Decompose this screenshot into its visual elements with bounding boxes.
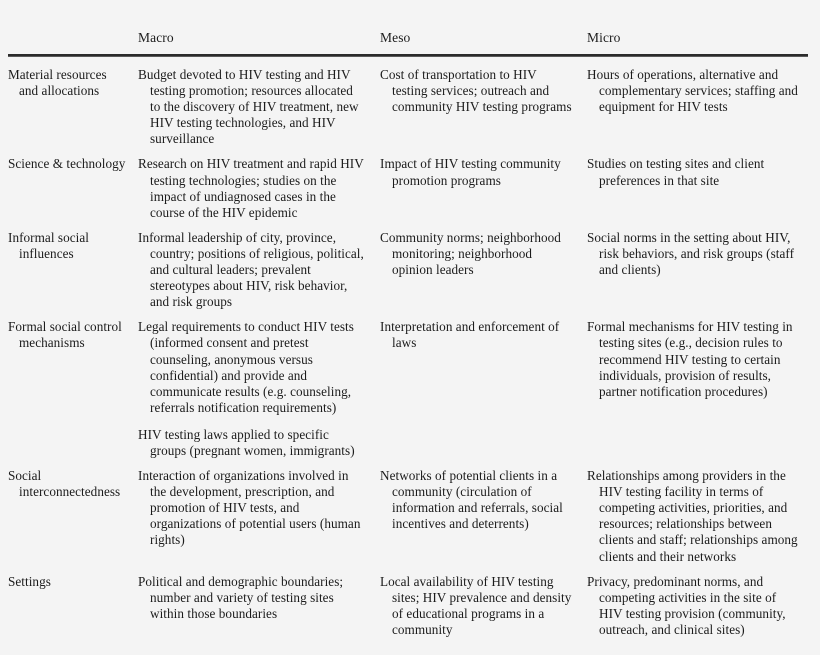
- table-cell-macro: [133, 221, 375, 310]
- column-header-macro: Macro: [138, 30, 174, 45]
- table-cell-meso: [375, 57, 582, 148]
- table-cell-macro: [133, 147, 375, 220]
- table-cell-micro: [582, 310, 808, 459]
- cell-paragraph: Hours of operations, alternative and complementary services; staffing and equipment for HIV tests: [587, 67, 798, 115]
- levels-of-influence-table: [8, 30, 808, 638]
- column-header-micro: Micro: [587, 30, 621, 45]
- table-cell-row-label: [8, 57, 133, 148]
- cell-paragraph: Relationships among providers in the HIV testing facility in terms of competing activities, priorities, and resources; relationships between clients and staff; relationships among clients and their networks: [587, 468, 798, 564]
- cell-paragraph: Community norms; neighborhood monitoring; neighborhood opinion leaders: [380, 229, 561, 278]
- cell-paragraph: Social interconnectedness: [8, 468, 121, 500]
- table-cell-micro: [582, 459, 808, 565]
- table-cell-macro: [133, 310, 375, 459]
- cell-paragraph: Legal requirements to conduct HIV tests (informed consent and pretest counseling, anonymous versus confidential) and provide and communicate results (e.g. counseling, referrals notification requirements): [138, 319, 354, 415]
- table-cell-meso: [375, 221, 582, 310]
- table-cell-micro: [582, 57, 808, 148]
- cell-paragraph: Informal social influences: [8, 229, 89, 261]
- table-row: [8, 310, 808, 459]
- table-cell-meso: [375, 565, 582, 638]
- table-cell-row-label: [8, 147, 133, 220]
- cell-paragraph: Impact of HIV testing community promotion programs: [380, 156, 561, 188]
- column-header-meso: Meso: [380, 30, 411, 45]
- cell-paragraph: Research on HIV treatment and rapid HIV testing technologies; studies on the impact of undiagnosed cases in the course of the HIV epidemic: [138, 156, 364, 220]
- table-row: [8, 565, 808, 638]
- cell-paragraph: Local availability of HIV testing sites; HIV prevalence and density of educational programs in a community: [380, 573, 572, 637]
- cell-paragraph: Studies on testing sites and client preferences in that site: [587, 156, 765, 188]
- table-row: [8, 147, 808, 220]
- cell-paragraph: Formal social control mechanisms: [8, 319, 122, 351]
- header-row: [8, 30, 808, 55]
- cell-paragraph: HIV testing laws applied to specific groups (pregnant women, immigrants): [138, 426, 355, 458]
- table-row: [8, 459, 808, 565]
- cell-paragraph: Settings: [8, 573, 51, 589]
- table-cell-macro: [133, 565, 375, 638]
- cell-paragraph: Material resources and allocations: [8, 67, 107, 99]
- cell-paragraph: Social norms in the setting about HIV, risk behaviors, and risk groups (staff and clients): [587, 229, 795, 278]
- cell-paragraph: Interaction of organizations involved in the development, prescription, and promotion of HIV tests, and organizations of potential users (human rights): [138, 468, 361, 548]
- table-row: [8, 57, 808, 148]
- cell-paragraph: Informal leadership of city, province, country; positions of religious, political, and cultural leaders; prevalent stereotypes about HIV, risk behavior, and risk groups: [138, 229, 364, 310]
- table-row: [8, 221, 808, 310]
- table-cell-row-label: [8, 221, 133, 310]
- column-header-row-label: [8, 30, 133, 55]
- table-cell-micro: [582, 221, 808, 310]
- cell-paragraph: Formal mechanisms for HIV testing in testing sites (e.g., decision rules to recommend HIV testing to certain individuals, provision of results, partner notification procedures): [587, 319, 793, 399]
- table-cell-meso: [375, 459, 582, 565]
- table-cell-meso: [375, 310, 582, 459]
- table-cell-macro: [133, 459, 375, 565]
- cell-paragraph: Science & technology: [8, 156, 126, 172]
- cell-paragraph: Networks of potential clients in a community (circulation of information and referrals, social incentives and deterrents): [380, 468, 563, 532]
- cell-paragraph: Interpretation and enforcement of laws: [380, 319, 560, 351]
- table-container: [0, 30, 820, 655]
- table-cell-row-label: [8, 459, 133, 565]
- table-cell-macro: [133, 57, 375, 148]
- cell-paragraph: Budget devoted to HIV testing and HIV testing promotion; resources allocated to the discovery of HIV treatment, new HIV testing technologies, and HIV surveillance: [138, 67, 359, 147]
- table-header: [8, 30, 808, 57]
- cell-paragraph: Political and demographic boundaries; number and variety of testing sites within those boundaries: [138, 573, 344, 621]
- table-cell-micro: [582, 147, 808, 220]
- table-cell-row-label: [8, 310, 133, 459]
- cell-paragraph: Privacy, predominant norms, and competing activities in the site of HIV testing provision (community, outreach, and clinical sites): [587, 573, 786, 637]
- table-body: [8, 57, 808, 639]
- table-cell-meso: [375, 147, 582, 220]
- table-cell-row-label: [8, 565, 133, 638]
- table-cell-micro: [582, 565, 808, 638]
- cell-paragraph: Cost of transportation to HIV testing services; outreach and community HIV testing programs: [380, 67, 572, 115]
